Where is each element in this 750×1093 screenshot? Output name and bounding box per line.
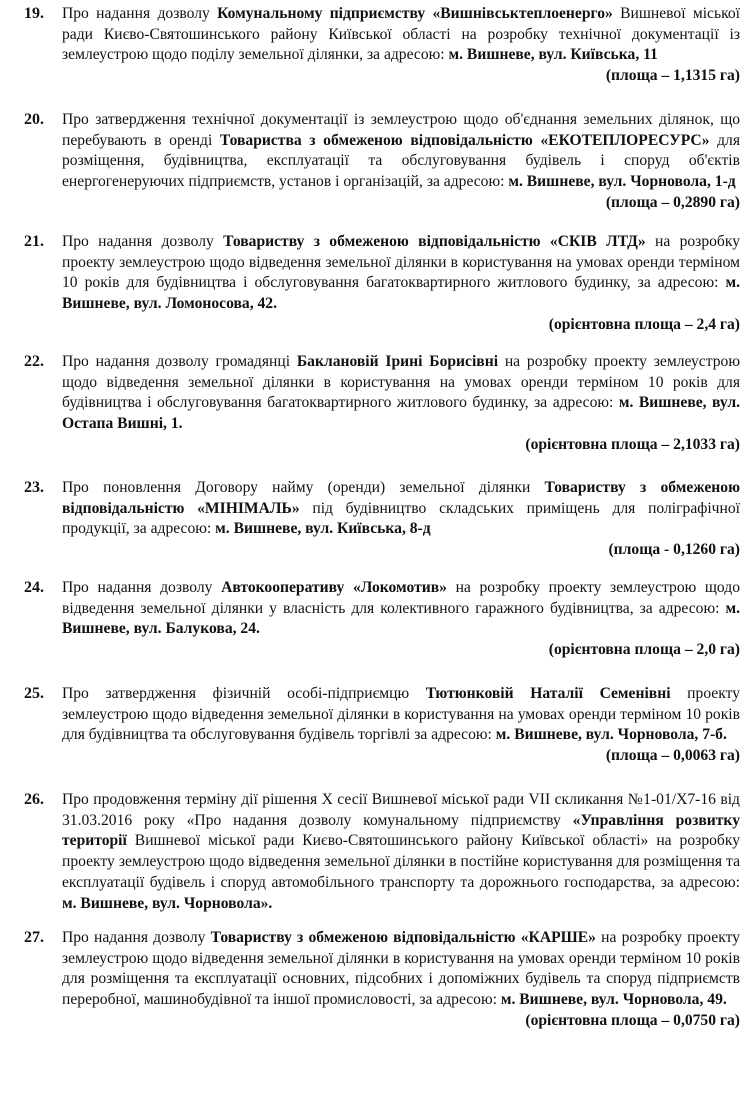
item-area: (орієнтовна площа – 2,0 га) xyxy=(548,641,740,659)
item-number: 21. xyxy=(24,233,44,250)
item-area: (орієнтовна площа – 0,0750 га) xyxy=(525,1011,740,1029)
text-fragment: на розробку проекту землеустрою щодо відведення земельної ділянки в користування на умовах оренди терміном 10 років для будівництва і обслуговування багатоквартирного житлового будинку, за адресою: xyxy=(62,233,741,292)
text-fragment: Про надання дозволу xyxy=(62,233,224,250)
text-fragment: Про надання дозволу xyxy=(62,5,218,22)
bold-fragment: Комунальному підприємству «Вишнівськтеплоенерго» xyxy=(217,5,613,22)
bold-fragment: Товариству з обмеженою відповідальністю «СКІВ ЛТД» xyxy=(223,233,646,250)
bold-fragment: Автокооперативу «Локомотив» xyxy=(221,579,447,596)
text-fragment: на розробку проекту землеустрою щодо відведення земельної ділянки в користування на умовах оренди терміном 10 років для розміщення та експлуатації основних, підсобних і допоміжних будівель та споруд підприємств переробної, машинобудівної та іншої промисловості, за адресою: xyxy=(62,929,740,1009)
text-fragment: на розробку проекту землеустрою щодо відведення земельної ділянки у власність для колективного гаражного будівництва, за адресою: xyxy=(62,579,740,617)
bold-fragment: Товариству з обмеженою відповідальністю «КАРШЕ» xyxy=(210,929,596,946)
item-text xyxy=(62,928,740,1032)
text-fragment: Про надання дозволу xyxy=(62,579,222,596)
item-area: (площа – 0,2890 га) xyxy=(605,193,740,211)
text-fragment: Про надання дозволу xyxy=(62,929,211,946)
item-area: (орієнтовна площа – 2,1033 га) xyxy=(525,435,740,453)
bold-fragment: м. Вишневе, вул. Київська, 8-д xyxy=(215,520,431,538)
item-number: 24. xyxy=(24,579,44,596)
item-text xyxy=(62,478,740,561)
bold-fragment: м. Вишневе, вул. Остапа Вишні, 1. xyxy=(62,394,740,433)
item-number: 25. xyxy=(24,685,44,702)
item-text xyxy=(62,110,740,214)
item-text xyxy=(62,352,740,456)
bold-fragment: м. Вишневе, вул. Київська, 11 xyxy=(448,46,658,64)
bold-fragment: Товариства з обмеженою відповідальністю «ЕКОТЕПЛОРЕСУРС» xyxy=(219,131,710,149)
item-text xyxy=(62,684,740,767)
bold-fragment: «Управління розвитку території xyxy=(62,811,740,850)
item-area: (площа - 0,1260 га) xyxy=(608,541,740,559)
item-number: 22. xyxy=(24,353,44,370)
item-area: (орієнтовна площа – 2,4 га) xyxy=(548,315,740,333)
item-text xyxy=(62,578,740,661)
text-fragment: під будівництво складських приміщень для поліграфічної продукції, за адресою: xyxy=(62,499,740,538)
text-fragment: Про продовження терміну дії рішення X сесії Вишневої міської ради VII скликання №1-01/X7-16 від 31.03.2016 року «Про надання дозволу комунальному підприємству xyxy=(62,791,740,829)
text-fragment: Про затвердження технічної документації із землеустрою щодо об'єднання земельних ділянок, що перебувають в оренді xyxy=(62,111,740,149)
item-text xyxy=(62,4,740,87)
text-fragment: Про поновлення Договору найму (оренди) земельної ділянки xyxy=(62,479,545,496)
text-fragment: проекту землеустрою щодо відведення земельної ділянки в користування на умовах оренди терміном 10 років для будівництва та обслуговування будівель торгівлі за адресою: xyxy=(62,685,741,744)
text-fragment: Про затвердження фізичній особі-підприємцю xyxy=(62,685,426,702)
bold-fragment: Баклановій Ірині Борисівні xyxy=(296,353,499,370)
bold-fragment: Тютюнковій Наталії Семенівні xyxy=(425,685,671,702)
item-number: 26. xyxy=(24,791,44,808)
bold-fragment: м. Вишневе, вул. Чорновола». xyxy=(62,894,273,912)
text-fragment: Вишневої міської ради Києво-Святошинського району Київської області на розробку технічної документації із землеустрою щодо поділу земельної ділянки, за адресою: xyxy=(62,5,740,64)
text-fragment: Вишневої міської ради Києво-Святошинського району Київської області» на розробку проекту землеустрою щодо відведення земельної ділянки в постійне користування для розміщення та експлуатації будівель і споруд автомобільного транспорту та дорожнього господарства, за адресою: xyxy=(62,832,740,891)
item-number: 19. xyxy=(24,5,44,22)
bold-fragment: Товариству з обмеженою відповідальністю «МІНІМАЛЬ» xyxy=(62,479,741,517)
item-text xyxy=(62,232,740,336)
text-fragment: Про надання дозволу громадянці xyxy=(62,353,297,370)
bold-fragment: м. Вишневе, вул. Чорновола, 49. xyxy=(500,991,727,1009)
bold-fragment: м. Вишневе, вул. Балукова, 24. xyxy=(62,599,740,638)
item-area: (площа – 0,0063 га) xyxy=(605,747,740,765)
item-number: 23. xyxy=(24,479,44,496)
text-fragment: на розробку проекту землеустрою щодо відведення земельної ділянки в користування на умовах оренди терміном 10 років для будівництва і обслуговування багатоквартирного житлового будинку, за адресою: xyxy=(62,353,740,412)
bold-fragment: м. Вишневе, вул. Чорновола, 7-б. xyxy=(495,726,727,744)
item-number: 20. xyxy=(24,111,44,128)
text-fragment: для розміщення, будівництва, експлуатації та обслуговування будівель і споруд об'єктів енергогенеруючих підприємств, установ і організацій, за адресою: xyxy=(62,131,740,191)
item-text xyxy=(62,790,740,914)
item-number: 27. xyxy=(24,929,44,946)
item-area: (площа – 1,1315 га) xyxy=(605,67,740,85)
bold-fragment: м. Вишневе, вул. Чорновола, 1-д xyxy=(508,173,736,191)
bold-fragment: м. Вишневе, вул. Ломоносова, 42. xyxy=(62,274,740,313)
